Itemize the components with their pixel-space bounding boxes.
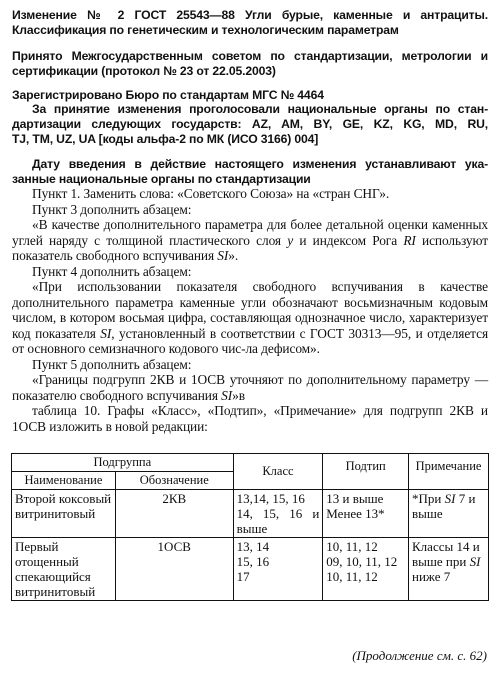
change-title-line1: Изменение № 2 ГОСТ 25543—88 Угли бурые, каменные и антрациты. — [12, 8, 488, 22]
adopted-line1: Принято Межгосударственным советом по стандартизации, метрологии и — [12, 49, 488, 63]
table-10-instruction: таблица 10. Графы «Класс», «Подтип», «Примечание» для подгрупп 2КВ и 1ОСВ изложить в новой редакции: — [12, 403, 488, 434]
si-symbol: SI — [444, 491, 456, 506]
subgroup-table — [11, 453, 489, 601]
cell-name: Первый отощенный спекающийся витринитовый — [12, 538, 116, 601]
table-row — [12, 490, 489, 538]
date-line2: занные национальные органы по стандартизации — [12, 172, 311, 186]
item-3-heading: Пункт 3 дополнить абзацем: — [32, 201, 192, 217]
change-body — [12, 186, 488, 434]
cell-class: 13, 14 15, 16 17 — [233, 538, 323, 601]
item-4-quote: «При использовании показателя свободного вспучивания в качестве дополнительного параметра каменные угли обозначают восьмизначным кодовым числом, в котором восьмая цифра, составляющая однозначное число, характеризует код показателя SI, установленный в соответствии с ГОСТ 30313—95, и отделяется от основного семизначного кодового чис-ла дефисом». — [12, 279, 488, 356]
cell-class: 13,14, 15, 16 14, 15, 16 и выше — [233, 490, 323, 538]
vote-line1: За принятие изменения проголосовали национальные органы по стан- — [32, 102, 488, 116]
date-line1: Дату введения в действие настоящего изменения устанавливают ука- — [32, 157, 488, 171]
vote-line2: дартизации следующих государств: AZ, AM, BY, GE, KZ, KG, MD, RU, — [12, 117, 488, 131]
col-header-code: Обозначение — [115, 472, 233, 490]
registered-line: Зарегистрировано Бюро по стандартам МГС № 4464 — [12, 88, 324, 102]
table-row — [12, 538, 489, 601]
si-symbol: SI — [217, 248, 229, 263]
item-5-quote: «Границы подгрупп 2КВ и 1ОСВ уточняют по дополнительному параметру — показателю свободного вспучивания SI»в — [12, 372, 488, 403]
cell-note: Классы 14 и выше при SI ниже 7 — [409, 538, 489, 601]
change-title-line2: Классификация по генетическим и технологическим параметрам — [12, 23, 399, 37]
vote-line3: TJ, TM, UZ, UA [коды альфа-2 по МК (ИСО 3166) 004] — [12, 132, 319, 146]
col-header-name: Наименование — [12, 472, 116, 490]
continuation-note: (Продолжение см. с. 62) — [352, 648, 487, 663]
si-symbol: SI — [221, 387, 233, 403]
si-symbol: SI — [100, 325, 112, 341]
col-header-note: Примечание — [409, 454, 489, 490]
y-symbol: y — [287, 232, 294, 248]
item-4-heading: Пункт 4 дополнить абзацем: — [32, 263, 192, 279]
ri-symbol: RI — [403, 232, 416, 248]
col-header-class: Класс — [233, 454, 323, 490]
cell-subtype: 13 и выше Менее 13* — [323, 490, 409, 538]
adopted-line2: сертификации (протокол № 23 от 22.05.2003) — [12, 64, 276, 78]
cell-subtype: 10, 11, 12 09, 10, 11, 12 10, 11, 12 — [323, 538, 409, 601]
item-1-text: Пункт 1. Заменить слова: «Советского Союза» на «стран СНГ». — [32, 186, 390, 201]
cell-code: 1ОСВ — [115, 538, 233, 601]
cell-name: Второй коксовый витринитовый — [12, 490, 116, 538]
col-header-subtype: Подтип — [323, 454, 409, 490]
cell-code: 2КВ — [115, 490, 233, 538]
item-5-heading: Пункт 5 дополнить абзацем: — [32, 356, 192, 372]
col-header-subgroup: Подгруппа — [12, 454, 234, 472]
si-symbol: SI — [469, 554, 481, 569]
cell-note: *При SI 7 и выше — [409, 490, 489, 538]
item-3-quote: «В качестве дополнительного параметра для более детальной оценки каменных углей наряду с толщиной пластического слоя y и индексом Рога RI используют показатель свободного вспучивания SI». — [12, 217, 488, 263]
